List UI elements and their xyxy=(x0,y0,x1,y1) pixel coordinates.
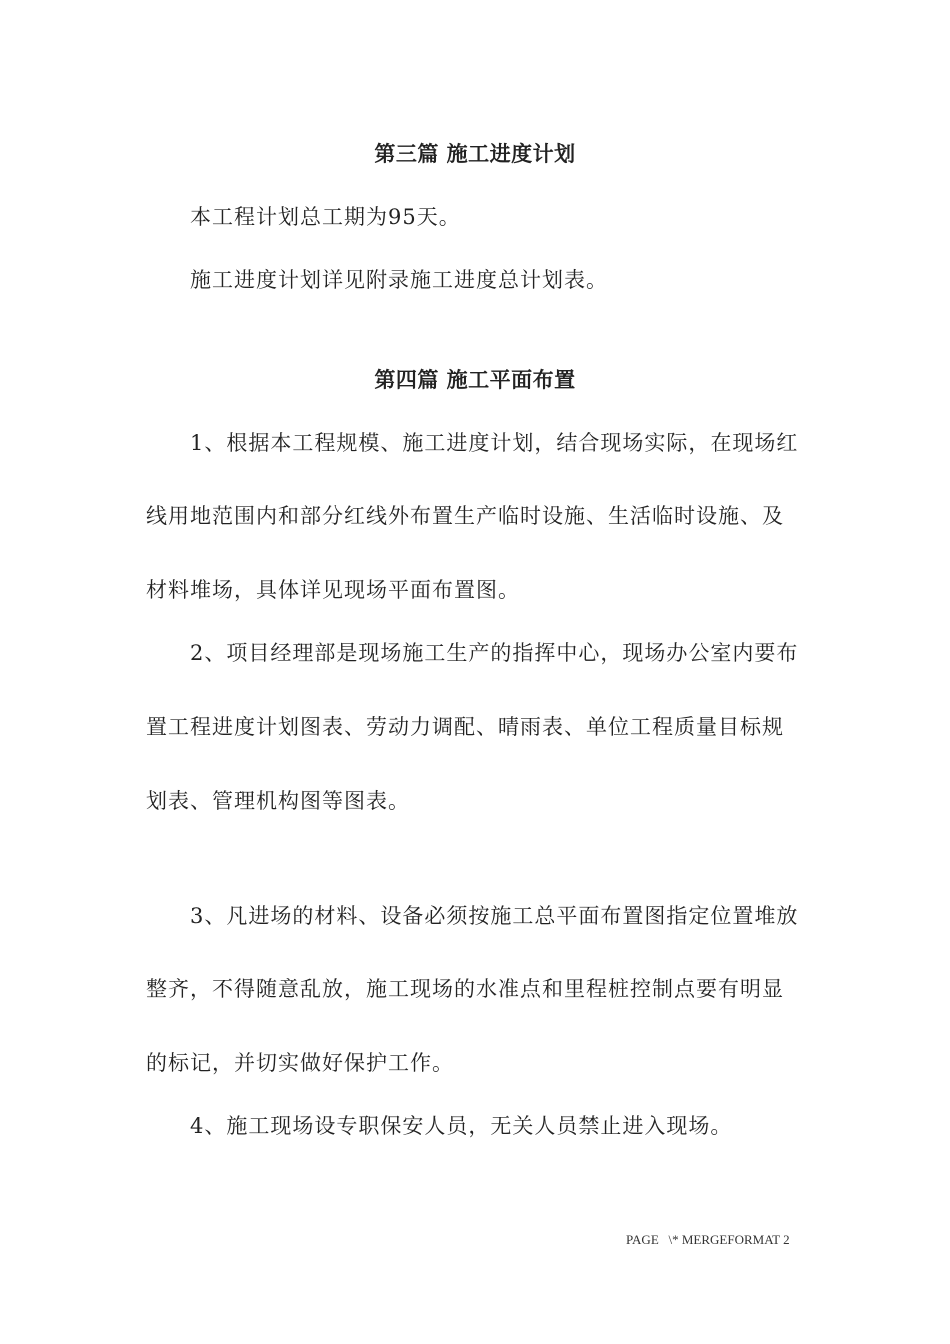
item-3-line-3: 的标记，并切实做好保护工作。 xyxy=(146,1051,454,1075)
item-1-line-2: 线用地范围内和部分红线外布置生产临时设施、生活临时设施、及 xyxy=(146,504,784,528)
item-3-line-1: 3、凡进场的材料、设备必须按施工总平面布置图指定位置堆放 xyxy=(190,904,799,928)
section-3-paragraph-schedule: 施工进度计划详见附录施工进度总计划表。 xyxy=(190,268,608,292)
item-2-line-2: 置工程进度计划图表、劳动力调配、晴雨表、单位工程质量目标规 xyxy=(146,715,784,739)
section-3-heading: 第三篇 施工进度计划 xyxy=(374,141,576,166)
item-1-line-3: 材料堆场，具体详见现场平面布置图。 xyxy=(146,578,520,602)
item-2-line-3: 划表、管理机构图等图表。 xyxy=(146,789,410,813)
page-footer-field: PAGE \* MERGEFORMAT 2 xyxy=(626,1232,790,1247)
item-4-line-1: 4、施工现场设专职保安人员，无关人员禁止进入现场。 xyxy=(190,1114,733,1138)
item-3-line-2: 整齐，不得随意乱放，施工现场的水准点和里程桩控制点要有明显 xyxy=(146,977,784,1001)
item-1-line-1: 1、根据本工程规模、施工进度计划，结合现场实际，在现场红 xyxy=(190,431,799,455)
section-3-paragraph-duration: 本工程计划总工期为95天。 xyxy=(190,205,461,229)
section-4-heading: 第四篇 施工平面布置 xyxy=(374,367,576,392)
item-2-line-1: 2、项目经理部是现场施工生产的指挥中心，现场办公室内要布 xyxy=(190,641,799,665)
